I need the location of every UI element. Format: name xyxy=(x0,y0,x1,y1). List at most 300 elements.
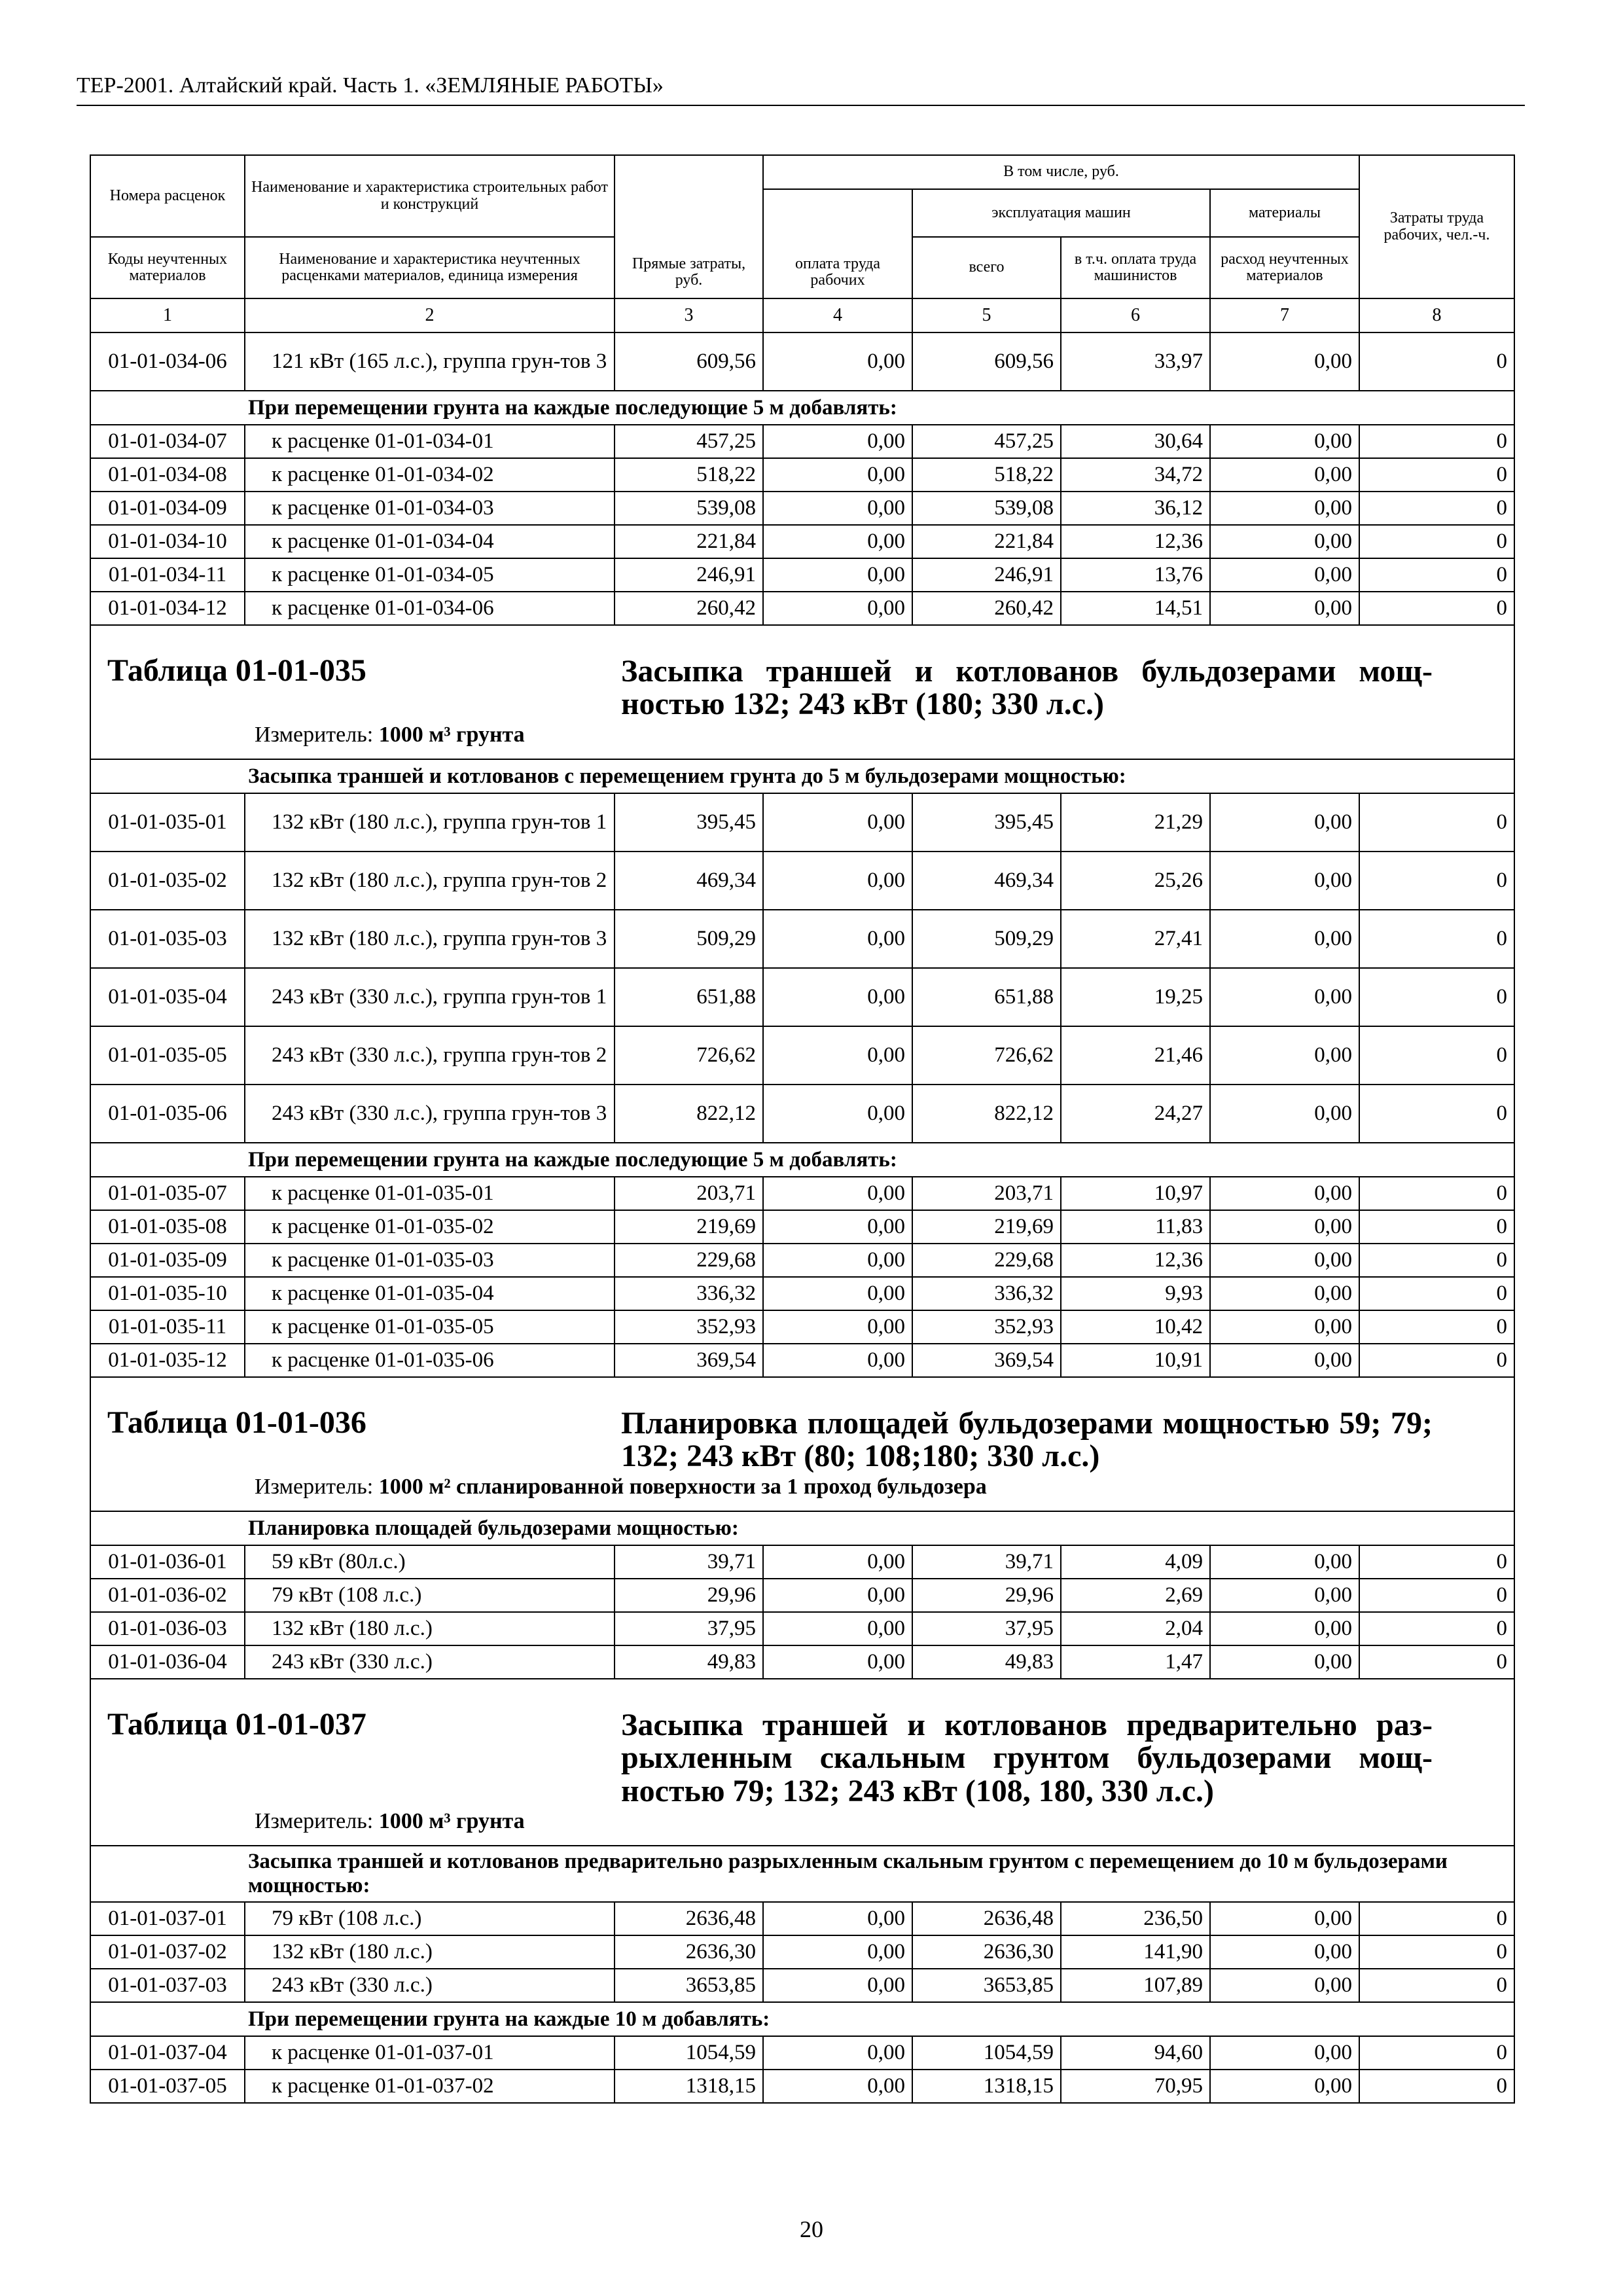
machines-total-cell: 3653,85 xyxy=(912,1969,1061,2002)
labor-hours-cell: 0 xyxy=(1359,1085,1514,1143)
table-row xyxy=(90,1310,1514,1344)
rate-description: к расценке 01-01-034-02 xyxy=(245,458,615,492)
direct-cost-cell: 539,08 xyxy=(615,492,763,525)
materials-use-cell: 0,00 xyxy=(1210,1935,1359,1969)
col-direct-header: Прямые затраты, руб. xyxy=(615,155,763,298)
table-number: Таблица 01-01-037 xyxy=(107,1707,366,1742)
rate-description: к расценке 01-01-037-02 xyxy=(245,2070,615,2103)
col-name-header: Наименование и характеристика строительных работ и конструкций xyxy=(245,155,615,237)
rate-code: 01-01-035-06 xyxy=(90,1085,245,1143)
labor-pay-cell: 0,00 xyxy=(763,558,912,592)
materials-use-cell: 0,00 xyxy=(1210,1645,1359,1679)
operators-pay-cell: 13,76 xyxy=(1061,558,1210,592)
operators-pay-cell: 12,36 xyxy=(1061,1244,1210,1277)
rate-description: 243 кВт (330 л.с.), группа грун-тов 2 xyxy=(245,1026,615,1085)
table-row xyxy=(90,1612,1514,1645)
machines-total-cell: 518,22 xyxy=(912,458,1061,492)
operators-pay-cell: 10,91 xyxy=(1061,1344,1210,1377)
rate-code: 01-01-037-02 xyxy=(90,1935,245,1969)
measure-label: Измеритель: xyxy=(255,1809,374,1833)
materials-use-cell: 0,00 xyxy=(1210,1085,1359,1143)
machines-total-cell: 509,29 xyxy=(912,910,1061,968)
table-caption: Засыпка траншей и котлованов бульдозерами мощ-ностью 132; 243 кВт (180; 330 л.с.) xyxy=(621,654,1433,722)
materials-use-cell: 0,00 xyxy=(1210,1612,1359,1645)
col-materials-header: материалы xyxy=(1210,189,1359,237)
operators-pay-cell: 19,25 xyxy=(1061,968,1210,1026)
col-num-header: Номера расценок xyxy=(90,155,245,237)
direct-cost-cell: 609,56 xyxy=(615,332,763,391)
materials-use-cell: 0,00 xyxy=(1210,1310,1359,1344)
labor-hours-cell: 0 xyxy=(1359,852,1514,910)
operators-pay-cell: 14,51 xyxy=(1061,592,1210,625)
direct-cost-cell: 651,88 xyxy=(615,968,763,1026)
materials-use-cell: 0,00 xyxy=(1210,425,1359,458)
rate-code: 01-01-035-05 xyxy=(90,1026,245,1085)
table-title-row xyxy=(90,625,1514,759)
rate-code: 01-01-037-04 xyxy=(90,2036,245,2070)
table-row xyxy=(90,968,1514,1026)
rate-description: 121 кВт (165 л.с.), группа грун-тов 3 xyxy=(245,332,615,391)
direct-cost-cell: 49,83 xyxy=(615,1645,763,1679)
materials-use-cell: 0,00 xyxy=(1210,2070,1359,2103)
table-row xyxy=(90,1344,1514,1377)
table-row xyxy=(90,1579,1514,1612)
labor-hours-cell: 0 xyxy=(1359,793,1514,852)
rate-code: 01-01-035-09 xyxy=(90,1244,245,1277)
materials-use-cell: 0,00 xyxy=(1210,1177,1359,1210)
labor-pay-cell: 0,00 xyxy=(763,458,912,492)
col-matname-header: Наименование и характеристика неучтенных расценками материалов, единица измерения xyxy=(245,237,615,298)
direct-cost-cell: 229,68 xyxy=(615,1244,763,1277)
labor-pay-cell: 0,00 xyxy=(763,332,912,391)
section-row xyxy=(90,759,1514,793)
machines-total-cell: 1054,59 xyxy=(912,2036,1061,2070)
machines-total-cell: 203,71 xyxy=(912,1177,1061,1210)
direct-cost-cell: 1318,15 xyxy=(615,2070,763,2103)
labor-hours-cell: 0 xyxy=(1359,1969,1514,2002)
labor-hours-cell: 0 xyxy=(1359,492,1514,525)
table-row xyxy=(90,1969,1514,2002)
col-index: 2 xyxy=(245,298,615,332)
rate-code: 01-01-035-02 xyxy=(90,852,245,910)
labor-hours-cell: 0 xyxy=(1359,968,1514,1026)
labor-hours-cell: 0 xyxy=(1359,1210,1514,1244)
machines-total-cell: 2636,48 xyxy=(912,1902,1061,1935)
labor-hours-cell: 0 xyxy=(1359,1545,1514,1579)
direct-cost-cell: 822,12 xyxy=(615,1085,763,1143)
direct-cost-cell: 246,91 xyxy=(615,558,763,592)
labor-hours-cell: 0 xyxy=(1359,332,1514,391)
machines-total-cell: 822,12 xyxy=(912,1085,1061,1143)
rate-code: 01-01-035-11 xyxy=(90,1310,245,1344)
table-row xyxy=(90,492,1514,525)
rates-table xyxy=(90,154,1515,2104)
labor-hours-cell: 0 xyxy=(1359,592,1514,625)
labor-hours-cell: 0 xyxy=(1359,910,1514,968)
col-labor-header: оплата труда рабочих xyxy=(763,189,912,298)
labor-hours-cell: 0 xyxy=(1359,2070,1514,2103)
machines-total-cell: 229,68 xyxy=(912,1244,1061,1277)
machines-total-cell: 39,71 xyxy=(912,1545,1061,1579)
materials-use-cell: 0,00 xyxy=(1210,592,1359,625)
machines-total-cell: 49,83 xyxy=(912,1645,1061,1679)
rate-description: 132 кВт (180 л.с.), группа грун-тов 1 xyxy=(245,793,615,852)
labor-pay-cell: 0,00 xyxy=(763,1244,912,1277)
direct-cost-cell: 1054,59 xyxy=(615,2036,763,2070)
operators-pay-cell: 236,50 xyxy=(1061,1902,1210,1935)
rate-code: 01-01-034-07 xyxy=(90,425,245,458)
col-index: 5 xyxy=(912,298,1061,332)
rate-code: 01-01-034-06 xyxy=(90,332,245,391)
table-row xyxy=(90,1085,1514,1143)
direct-cost-cell: 221,84 xyxy=(615,525,763,558)
materials-use-cell: 0,00 xyxy=(1210,910,1359,968)
materials-use-cell: 0,00 xyxy=(1210,1579,1359,1612)
rate-code: 01-01-035-01 xyxy=(90,793,245,852)
rate-code: 01-01-037-03 xyxy=(90,1969,245,2002)
operators-pay-cell: 1,47 xyxy=(1061,1645,1210,1679)
direct-cost-cell: 352,93 xyxy=(615,1310,763,1344)
materials-use-cell: 0,00 xyxy=(1210,1277,1359,1310)
rate-code: 01-01-036-04 xyxy=(90,1645,245,1679)
labor-hours-cell: 0 xyxy=(1359,1310,1514,1344)
rate-description: 243 кВт (330 л.с.), группа грун-тов 3 xyxy=(245,1085,615,1143)
table-row xyxy=(90,793,1514,852)
rate-description: 79 кВт (108 л.с.) xyxy=(245,1902,615,1935)
rate-description: 132 кВт (180 л.с.), группа грун-тов 2 xyxy=(245,852,615,910)
section-row xyxy=(90,1143,1514,1177)
materials-use-cell: 0,00 xyxy=(1210,558,1359,592)
labor-pay-cell: 0,00 xyxy=(763,1645,912,1679)
rate-description: к расценке 01-01-034-06 xyxy=(245,592,615,625)
col-total-header: всего xyxy=(912,237,1061,298)
rate-description: 79 кВт (108 л.с.) xyxy=(245,1579,615,1612)
operators-pay-cell: 25,26 xyxy=(1061,852,1210,910)
direct-cost-cell: 457,25 xyxy=(615,425,763,458)
operators-pay-cell: 94,60 xyxy=(1061,2036,1210,2070)
labor-hours-cell: 0 xyxy=(1359,458,1514,492)
direct-cost-cell: 203,71 xyxy=(615,1177,763,1210)
labor-pay-cell: 0,00 xyxy=(763,492,912,525)
rate-code: 01-01-036-02 xyxy=(90,1579,245,1612)
measure-unit xyxy=(255,1810,525,1833)
materials-use-cell: 0,00 xyxy=(1210,1344,1359,1377)
rate-description: 243 кВт (330 л.с.) xyxy=(245,1969,615,2002)
rate-code: 01-01-034-09 xyxy=(90,492,245,525)
labor-pay-cell: 0,00 xyxy=(763,425,912,458)
machines-total-cell: 219,69 xyxy=(912,1210,1061,1244)
table-title-row xyxy=(90,1679,1514,1846)
labor-pay-cell: 0,00 xyxy=(763,525,912,558)
table-row xyxy=(90,852,1514,910)
labor-pay-cell: 0,00 xyxy=(763,1177,912,1210)
rate-code: 01-01-035-03 xyxy=(90,910,245,968)
col-index: 8 xyxy=(1359,298,1514,332)
machines-total-cell: 469,34 xyxy=(912,852,1061,910)
rate-code: 01-01-035-12 xyxy=(90,1344,245,1377)
section-heading: При перемещении грунта на каждые 10 м добавлять: xyxy=(90,2002,1514,2036)
labor-hours-cell: 0 xyxy=(1359,1612,1514,1645)
labor-pay-cell: 0,00 xyxy=(763,1969,912,2002)
machines-total-cell: 29,96 xyxy=(912,1579,1061,1612)
col-machines-header: эксплуатация машин xyxy=(912,189,1210,237)
machines-total-cell: 395,45 xyxy=(912,793,1061,852)
operators-pay-cell: 12,36 xyxy=(1061,525,1210,558)
rate-description: 243 кВт (330 л.с.), группа грун-тов 1 xyxy=(245,968,615,1026)
machines-total-cell: 726,62 xyxy=(912,1026,1061,1085)
machines-total-cell: 2636,30 xyxy=(912,1935,1061,1969)
section-row xyxy=(90,391,1514,425)
column-index-row xyxy=(90,298,1514,332)
col-incl-header: В том числе, руб. xyxy=(763,155,1359,189)
rate-description: к расценке 01-01-035-01 xyxy=(245,1177,615,1210)
rate-description: к расценке 01-01-035-03 xyxy=(245,1244,615,1277)
labor-hours-cell: 0 xyxy=(1359,1645,1514,1679)
machines-total-cell: 539,08 xyxy=(912,492,1061,525)
labor-hours-cell: 0 xyxy=(1359,1244,1514,1277)
materials-use-cell: 0,00 xyxy=(1210,852,1359,910)
col-index: 7 xyxy=(1210,298,1359,332)
operators-pay-cell: 141,90 xyxy=(1061,1935,1210,1969)
col-mat-use-header: расход неучтенных материалов xyxy=(1210,237,1359,298)
labor-pay-cell: 0,00 xyxy=(763,1344,912,1377)
direct-cost-cell: 39,71 xyxy=(615,1545,763,1579)
operators-pay-cell: 10,97 xyxy=(1061,1177,1210,1210)
labor-pay-cell: 0,00 xyxy=(763,1612,912,1645)
rate-code: 01-01-035-07 xyxy=(90,1177,245,1210)
rate-description: к расценке 01-01-035-04 xyxy=(245,1277,615,1310)
rate-code: 01-01-034-11 xyxy=(90,558,245,592)
operators-pay-cell: 30,64 xyxy=(1061,425,1210,458)
direct-cost-cell: 469,34 xyxy=(615,852,763,910)
materials-use-cell: 0,00 xyxy=(1210,492,1359,525)
page-number: 20 xyxy=(800,2216,823,2242)
materials-use-cell: 0,00 xyxy=(1210,332,1359,391)
rate-description: 243 кВт (330 л.с.) xyxy=(245,1645,615,1679)
labor-hours-cell: 0 xyxy=(1359,1579,1514,1612)
operators-pay-cell: 24,27 xyxy=(1061,1085,1210,1143)
section-heading: Засыпка траншей и котлованов предварительно разрыхленным скальным грунтом с перемещением до 10 м бульдозерами мощностью: xyxy=(90,1846,1514,1902)
operators-pay-cell: 9,93 xyxy=(1061,1277,1210,1310)
col-index: 1 xyxy=(90,298,245,332)
labor-pay-cell: 0,00 xyxy=(763,1026,912,1085)
section-row xyxy=(90,1511,1514,1545)
measure-value: 1000 м³ грунта xyxy=(378,723,525,747)
operators-pay-cell: 11,83 xyxy=(1061,1210,1210,1244)
materials-use-cell: 0,00 xyxy=(1210,1210,1359,1244)
labor-pay-cell: 0,00 xyxy=(763,1902,912,1935)
operators-pay-cell: 21,29 xyxy=(1061,793,1210,852)
direct-cost-cell: 37,95 xyxy=(615,1612,763,1645)
col-incl-mach-header: в т.ч. оплата труда машинистов xyxy=(1061,237,1210,298)
rate-description: к расценке 01-01-035-05 xyxy=(245,1310,615,1344)
measure-value: 1000 м³ грунта xyxy=(378,1809,525,1833)
materials-use-cell: 0,00 xyxy=(1210,1244,1359,1277)
operators-pay-cell: 70,95 xyxy=(1061,2070,1210,2103)
rate-description: к расценке 01-01-034-03 xyxy=(245,492,615,525)
labor-pay-cell: 0,00 xyxy=(763,592,912,625)
operators-pay-cell: 10,42 xyxy=(1061,1310,1210,1344)
direct-cost-cell: 395,45 xyxy=(615,793,763,852)
materials-use-cell: 0,00 xyxy=(1210,968,1359,1026)
col-index: 3 xyxy=(615,298,763,332)
table-row xyxy=(90,1244,1514,1277)
labor-pay-cell: 0,00 xyxy=(763,852,912,910)
labor-hours-cell: 0 xyxy=(1359,1277,1514,1310)
section-heading: Планировка площадей бульдозерами мощностью: xyxy=(90,1511,1514,1545)
operators-pay-cell: 33,97 xyxy=(1061,332,1210,391)
header-rule xyxy=(77,105,1525,106)
labor-hours-cell: 0 xyxy=(1359,525,1514,558)
direct-cost-cell: 509,29 xyxy=(615,910,763,968)
measure-value: 1000 м² спланированной поверхности за 1 проход бульдозера xyxy=(378,1475,987,1499)
table-row xyxy=(90,558,1514,592)
table-caption: Засыпка траншей и котлованов предварительно раз-рыхленным скальным грунтом бульдозерами мощ-ностью 79; 132; 243 кВт (108, 180, 330 л.с.) xyxy=(621,1708,1433,1808)
labor-hours-cell: 0 xyxy=(1359,1026,1514,1085)
rate-description: 132 кВт (180 л.с.) xyxy=(245,1935,615,1969)
machines-total-cell: 246,91 xyxy=(912,558,1061,592)
direct-cost-cell: 29,96 xyxy=(615,1579,763,1612)
machines-total-cell: 352,93 xyxy=(912,1310,1061,1344)
table-title-row xyxy=(90,1377,1514,1511)
table-row xyxy=(90,1902,1514,1935)
section-heading: Засыпка траншей и котлованов с перемещением грунта до 5 м бульдозерами мощностью: xyxy=(90,759,1514,793)
labor-pay-cell: 0,00 xyxy=(763,1935,912,1969)
materials-use-cell: 0,00 xyxy=(1210,793,1359,852)
labor-pay-cell: 0,00 xyxy=(763,2070,912,2103)
operators-pay-cell: 2,04 xyxy=(1061,1612,1210,1645)
machines-total-cell: 336,32 xyxy=(912,1277,1061,1310)
direct-cost-cell: 336,32 xyxy=(615,1277,763,1310)
machines-total-cell: 260,42 xyxy=(912,592,1061,625)
operators-pay-cell: 36,12 xyxy=(1061,492,1210,525)
direct-cost-cell: 260,42 xyxy=(615,592,763,625)
rate-code: 01-01-035-10 xyxy=(90,1277,245,1310)
labor-pay-cell: 0,00 xyxy=(763,793,912,852)
rate-description: к расценке 01-01-034-04 xyxy=(245,525,615,558)
labor-pay-cell: 0,00 xyxy=(763,1545,912,1579)
machines-total-cell: 369,54 xyxy=(912,1344,1061,1377)
direct-cost-cell: 369,54 xyxy=(615,1344,763,1377)
rate-description: 132 кВт (180 л.с.), группа грун-тов 3 xyxy=(245,910,615,968)
materials-use-cell: 0,00 xyxy=(1210,1902,1359,1935)
section-heading: При перемещении грунта на каждые последующие 5 м добавлять: xyxy=(90,1143,1514,1177)
table-row xyxy=(90,1210,1514,1244)
direct-cost-cell: 518,22 xyxy=(615,458,763,492)
machines-total-cell: 1318,15 xyxy=(912,2070,1061,2103)
table-row xyxy=(90,592,1514,625)
materials-use-cell: 0,00 xyxy=(1210,1026,1359,1085)
labor-hours-cell: 0 xyxy=(1359,1935,1514,1969)
table-row xyxy=(90,332,1514,391)
rate-code: 01-01-037-01 xyxy=(90,1902,245,1935)
labor-pay-cell: 0,00 xyxy=(763,968,912,1026)
operators-pay-cell: 21,46 xyxy=(1061,1026,1210,1085)
rate-description: к расценке 01-01-037-01 xyxy=(245,2036,615,2070)
table-row xyxy=(90,2036,1514,2070)
materials-use-cell: 0,00 xyxy=(1210,458,1359,492)
table-row xyxy=(90,458,1514,492)
materials-use-cell: 0,00 xyxy=(1210,525,1359,558)
table-row xyxy=(90,1545,1514,1579)
operators-pay-cell: 4,09 xyxy=(1061,1545,1210,1579)
direct-cost-cell: 726,62 xyxy=(615,1026,763,1085)
labor-hours-cell: 0 xyxy=(1359,558,1514,592)
rate-description: к расценке 01-01-035-02 xyxy=(245,1210,615,1244)
labor-hours-cell: 0 xyxy=(1359,1902,1514,1935)
materials-use-cell: 0,00 xyxy=(1210,2036,1359,2070)
rate-description: к расценке 01-01-034-01 xyxy=(245,425,615,458)
measure-label: Измеритель: xyxy=(255,723,374,747)
machines-total-cell: 651,88 xyxy=(912,968,1061,1026)
table-row xyxy=(90,1026,1514,1085)
table-number: Таблица 01-01-036 xyxy=(107,1405,366,1440)
running-header: ТЕР-2001. Алтайский край. Часть 1. «ЗЕМЛЯНЫЕ РАБОТЫ» xyxy=(77,73,664,98)
rate-code: 01-01-036-03 xyxy=(90,1612,245,1645)
col-index: 6 xyxy=(1061,298,1210,332)
labor-hours-cell: 0 xyxy=(1359,2036,1514,2070)
labor-pay-cell: 0,00 xyxy=(763,2036,912,2070)
section-row xyxy=(90,1846,1514,1902)
table-number: Таблица 01-01-035 xyxy=(107,653,366,688)
table-row xyxy=(90,525,1514,558)
measure-unit xyxy=(255,724,525,746)
section-row xyxy=(90,2002,1514,2036)
direct-cost-cell: 2636,48 xyxy=(615,1902,763,1935)
labor-pay-cell: 0,00 xyxy=(763,1085,912,1143)
operators-pay-cell: 27,41 xyxy=(1061,910,1210,968)
rate-code: 01-01-036-01 xyxy=(90,1545,245,1579)
col-labor-cost-header: Затраты труда рабочих, чел.-ч. xyxy=(1359,155,1514,298)
rate-description: к расценке 01-01-035-06 xyxy=(245,1344,615,1377)
table-row xyxy=(90,1277,1514,1310)
table-caption: Планировка площадей бульдозерами мощностью 59; 79; 132; 243 кВт (80; 108;180; 330 л.с.) xyxy=(621,1406,1433,1474)
col-codes-header: Коды неучтенных материалов xyxy=(90,237,245,298)
labor-pay-cell: 0,00 xyxy=(763,910,912,968)
materials-use-cell: 0,00 xyxy=(1210,1545,1359,1579)
rate-description: 59 кВт (80л.с.) xyxy=(245,1545,615,1579)
operators-pay-cell: 107,89 xyxy=(1061,1969,1210,2002)
machines-total-cell: 609,56 xyxy=(912,332,1061,391)
labor-hours-cell: 0 xyxy=(1359,1344,1514,1377)
materials-use-cell: 0,00 xyxy=(1210,1969,1359,2002)
machines-total-cell: 37,95 xyxy=(912,1612,1061,1645)
rate-code: 01-01-037-05 xyxy=(90,2070,245,2103)
table-row xyxy=(90,1935,1514,1969)
labor-pay-cell: 0,00 xyxy=(763,1277,912,1310)
table-row xyxy=(90,910,1514,968)
rate-code: 01-01-035-08 xyxy=(90,1210,245,1244)
operators-pay-cell: 34,72 xyxy=(1061,458,1210,492)
operators-pay-cell: 2,69 xyxy=(1061,1579,1210,1612)
machines-total-cell: 221,84 xyxy=(912,525,1061,558)
rate-code: 01-01-034-08 xyxy=(90,458,245,492)
table-row xyxy=(90,1177,1514,1210)
rate-code: 01-01-035-04 xyxy=(90,968,245,1026)
direct-cost-cell: 2636,30 xyxy=(615,1935,763,1969)
labor-hours-cell: 0 xyxy=(1359,425,1514,458)
table-row xyxy=(90,1645,1514,1679)
direct-cost-cell: 3653,85 xyxy=(615,1969,763,2002)
measure-unit xyxy=(255,1476,987,1498)
table-row xyxy=(90,425,1514,458)
section-heading: При перемещении грунта на каждые последующие 5 м добавлять: xyxy=(90,391,1514,425)
rate-description: к расценке 01-01-034-05 xyxy=(245,558,615,592)
labor-pay-cell: 0,00 xyxy=(763,1579,912,1612)
labor-hours-cell: 0 xyxy=(1359,1177,1514,1210)
rate-code: 01-01-034-12 xyxy=(90,592,245,625)
machines-total-cell: 457,25 xyxy=(912,425,1061,458)
